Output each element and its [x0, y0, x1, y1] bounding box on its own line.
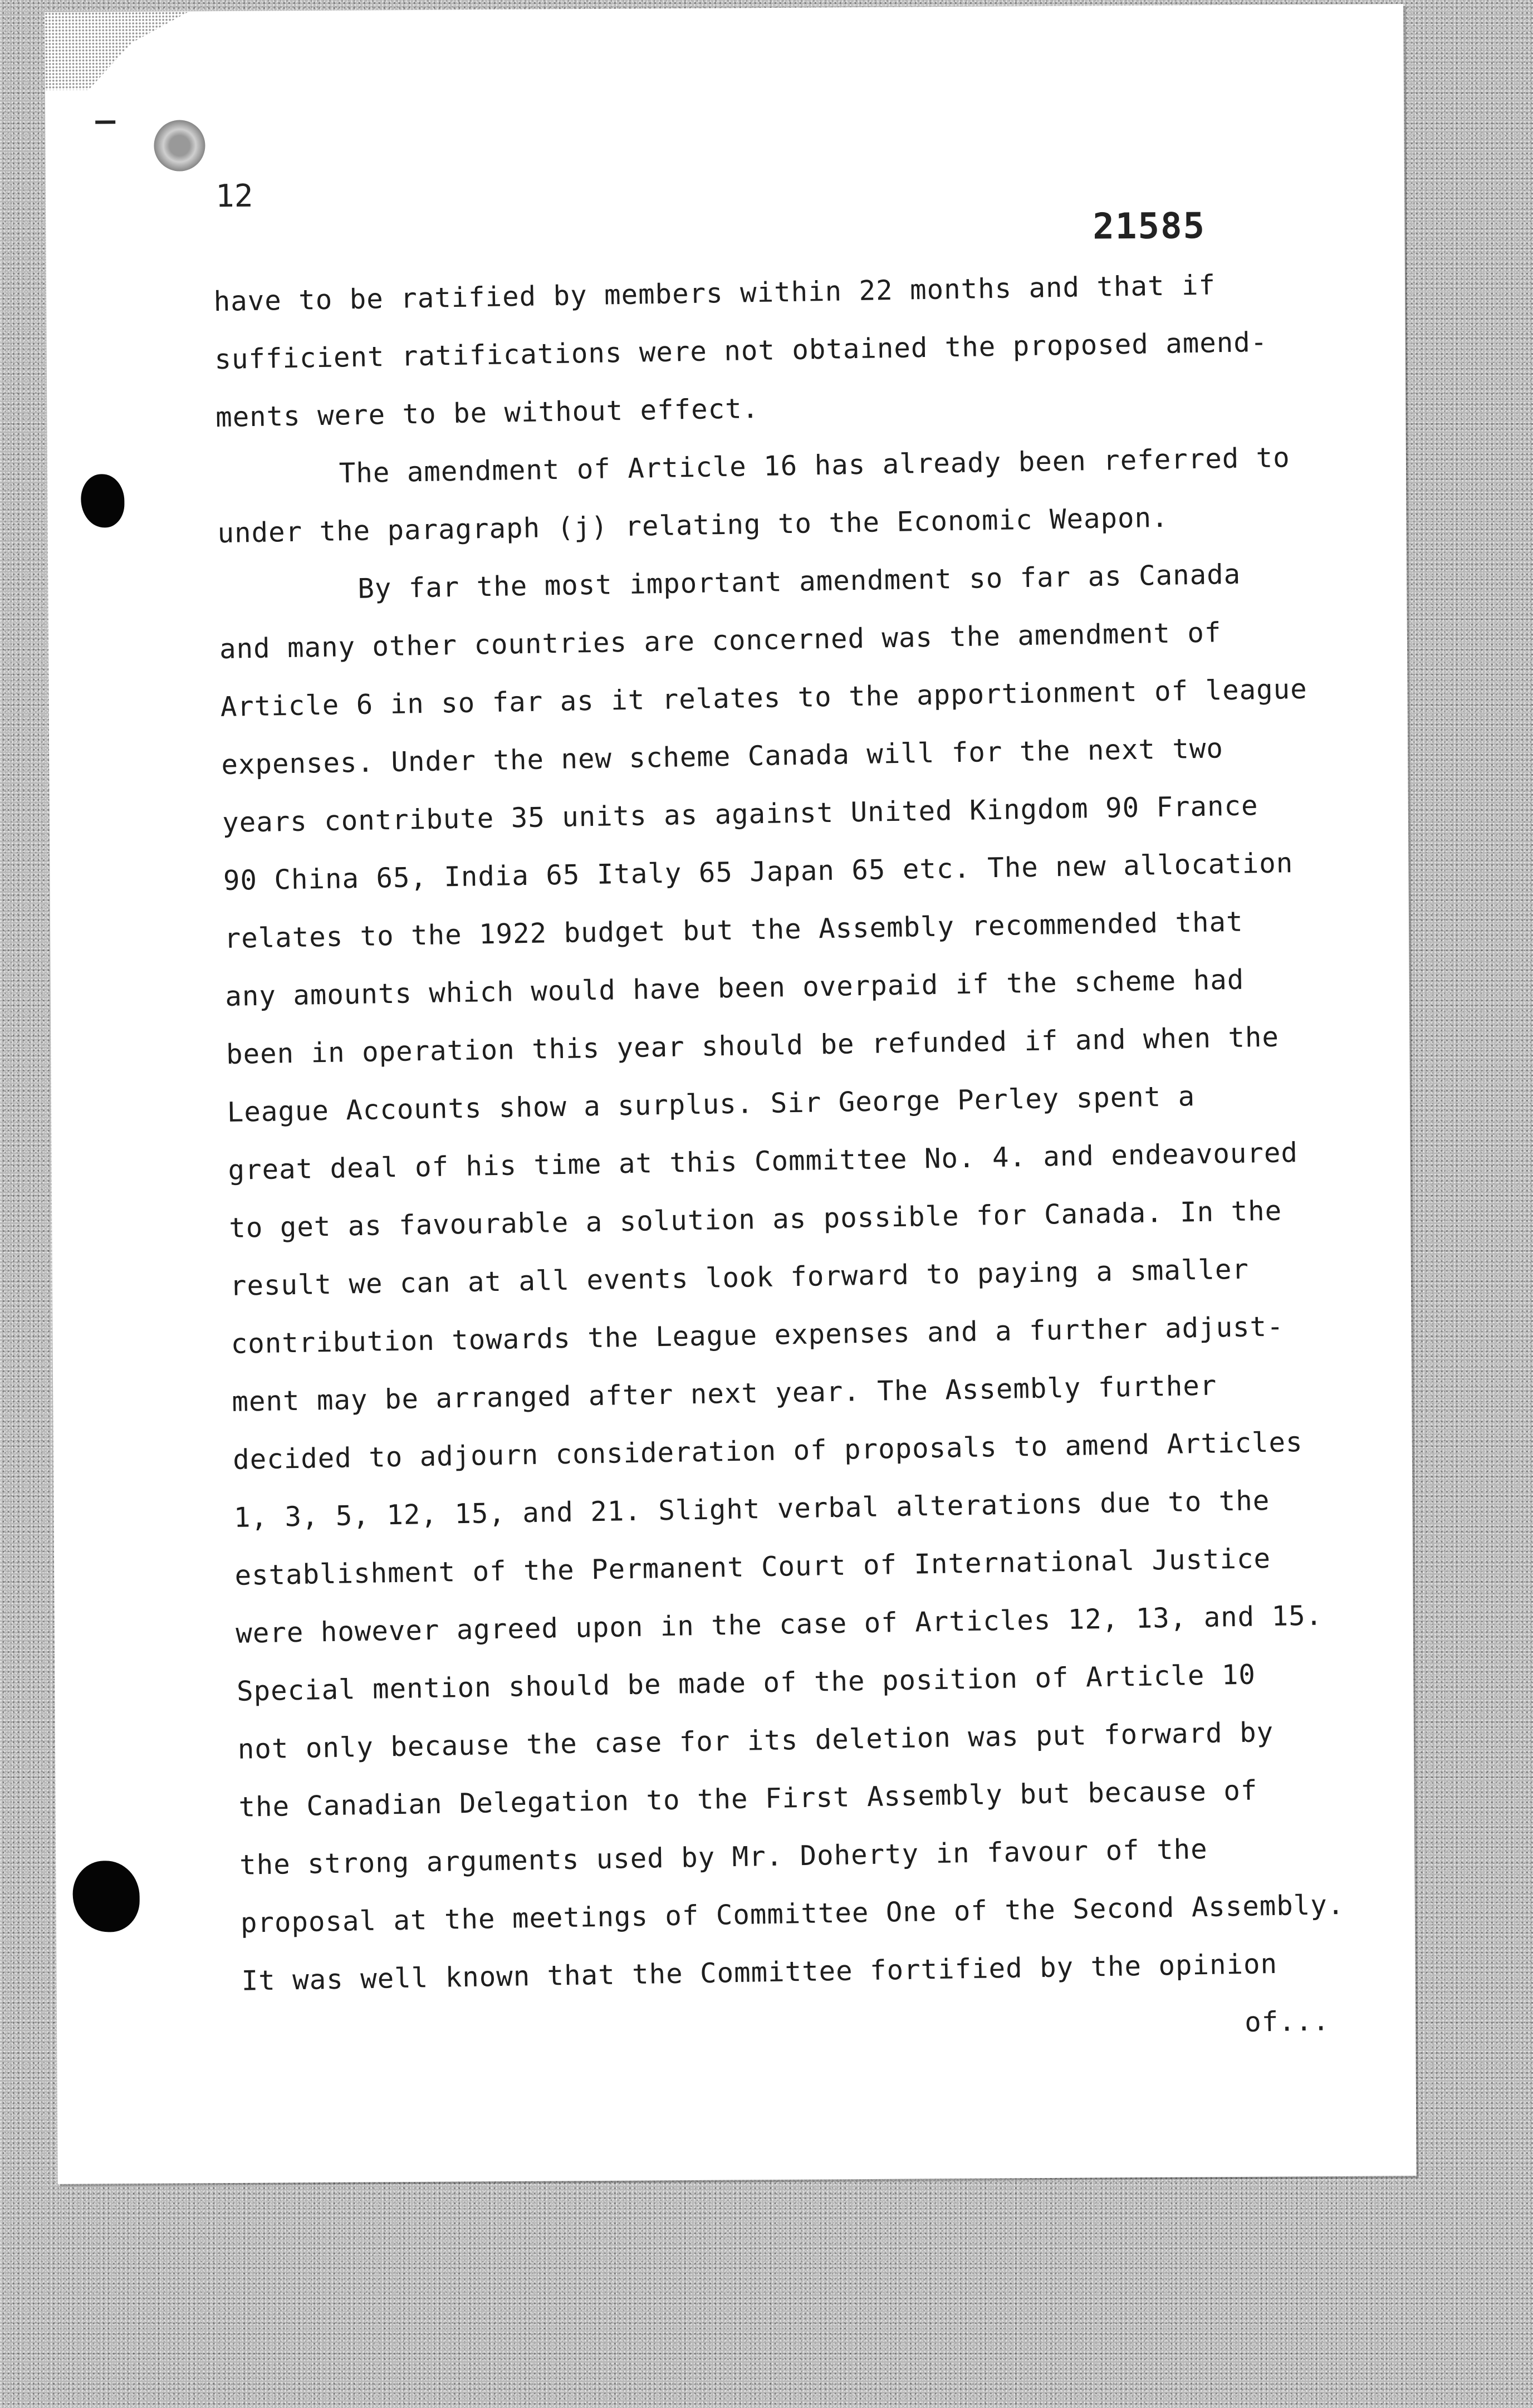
text-line: not only because the case for its deletion was put forward by: [237, 1716, 1274, 1765]
text-line: have to be ratified by members within 22 months and that if: [213, 269, 1216, 318]
text-line: It was well known that the Committee fortified by the opinion: [241, 1947, 1278, 1997]
text-line: The amendment of Article 16 has already been referred to: [339, 442, 1291, 490]
text-line: ment may be arranged after next year. The Assembly further: [232, 1369, 1217, 1418]
document-page: [45, 4, 1417, 2184]
text-line: great deal of his time at this Committee No. 4. and endeavoured: [228, 1137, 1299, 1186]
text-line: sufficient ratifications were not obtained the proposed amend-: [214, 326, 1268, 376]
text-line: relates to the 1922 budget but the Assembly recommended that: [224, 906, 1243, 955]
text-line: Special mention should be made of the position of Article 10: [236, 1658, 1256, 1707]
text-line: under the paragraph (j) relating to the Economic Weapon.: [217, 501, 1169, 550]
text-line: establishment of the Permanent Court of International Justice: [234, 1542, 1271, 1592]
document-id: 21585: [1093, 205, 1206, 248]
text-line: any amounts which would have been overpaid if the scheme had: [224, 963, 1245, 1012]
text-line: been in operation this year should be refunded if and when the: [226, 1021, 1280, 1070]
text-line: years contribute 35 units as against United Kingdom 90 France: [222, 790, 1258, 839]
ink-blot: [81, 474, 125, 527]
text-line: result we can at all events look forward to paying a smaller: [229, 1253, 1250, 1302]
text-line: the strong arguments used by Mr. Doherty in favour of the: [239, 1833, 1208, 1881]
body-text: [213, 253, 1468, 2068]
text-line: and many other countries are concerned was the amendment of: [219, 616, 1222, 665]
text-line: Article 6 in so far as it relates to the apportionment of league: [220, 673, 1308, 723]
ink-mark: [95, 120, 115, 124]
page-damage: [45, 11, 190, 90]
page-number: 12: [215, 178, 253, 215]
text-line: contribution towards the League expenses and a further adjust-: [231, 1310, 1285, 1360]
text-line: 1, 3, 5, 12, 15, and 21. Slight verbal alterations due to the: [233, 1485, 1270, 1534]
text-line: decided to adjourn consideration of proposals to amend Articles: [232, 1426, 1303, 1476]
text-line: ments were to be without effect.: [215, 392, 760, 434]
ink-blot: [72, 1861, 140, 1932]
text-line: to get as favourable a solution as possible for Canada. In the: [228, 1195, 1282, 1244]
text-line: expenses. Under the new scheme Canada will for the next two: [221, 732, 1224, 781]
text-line: the Canadian Delegation to the First Assembly but because of: [238, 1774, 1258, 1823]
text-line: 90 China 65, India 65 Italy 65 Japan 65 etc. The new allocation: [223, 847, 1294, 897]
text-line: By far the most important amendment so far as Canada: [357, 558, 1241, 605]
continuation-marker: of...: [1244, 2005, 1330, 2038]
text-line: League Accounts show a surplus. Sir George Perley spent a: [227, 1080, 1196, 1128]
text-line: proposal at the meetings of Committee One of the Second Assembly.: [240, 1888, 1345, 1939]
punch-hole: [154, 120, 205, 172]
text-line: were however agreed upon in the case of Articles 12, 13, and 15.: [235, 1599, 1323, 1650]
